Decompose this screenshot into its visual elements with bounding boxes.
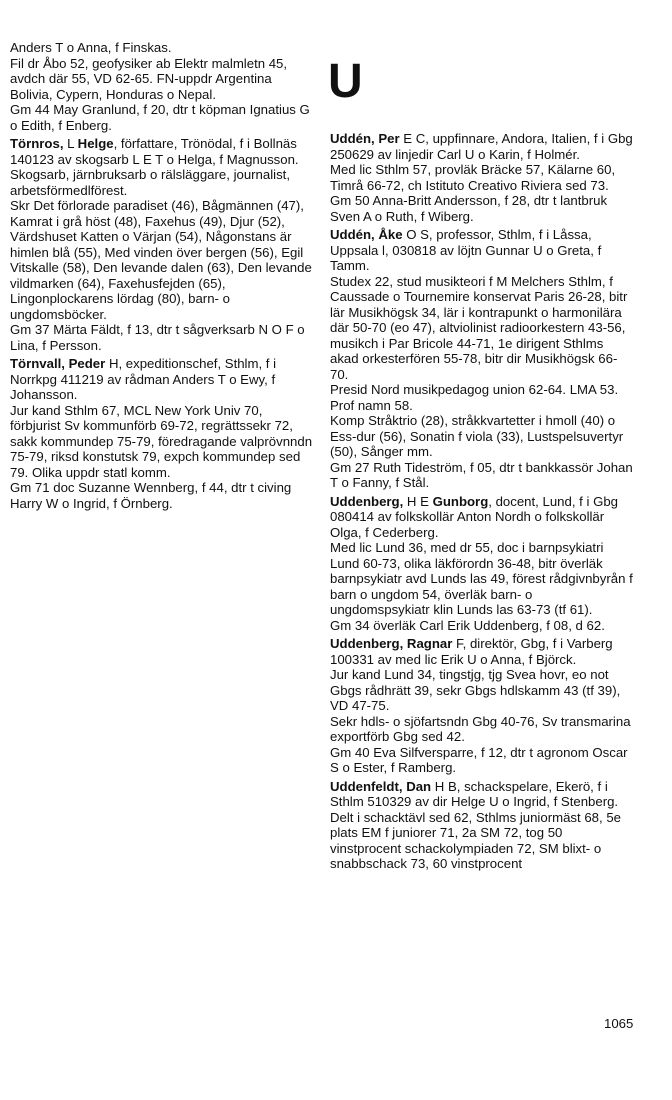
entry-summary: O S, professor, Sthlm, f i Låssa, Uppsala l, 030818 av löjtn Gunnar U o Greta, f Tamm. — [330, 227, 602, 273]
entry-summary: F, direktör, Gbg, f i Varberg 100331 av med lic Erik U o Anna, f Björck. — [330, 636, 613, 667]
biography-entry — [330, 636, 635, 776]
entry-heading — [10, 136, 315, 167]
entry-initials: L — [63, 136, 78, 151]
entry-paragraph: Med lic Lund 36, med dr 55, doc i barnpsykiatri Lund 60-73, olika läkförordn 36-48, bitr överläk barnpsykiatr avd Lunds las 49, förest rådgivnbyrån f barn o ungdom 54, överläk barn- o ungdomspsykiatr klin Lunds las 63-73 (tf 61). — [330, 540, 633, 617]
entry-surname: Uddenfeldt, Dan — [330, 778, 432, 794]
entry-paragraph: Med lic Sthlm 57, provläk Bräcke 57, Kälarne 60, Timrå 66-72, ch Istituto Creativo Riviera sed 73. — [330, 162, 616, 193]
entry-paragraph: Skogsarb, järnbruksarb o rälsläggare, journalist, arbetsförmedlförest. — [10, 167, 291, 198]
entry-paragraph: Skr Det förlorade paradiset (46), Bågmännen (47), Kamrat i grå höst (48), Faxehus (49), Djur (52), Värdshuset Katten o Värjan (54), Någonstans är himlen blå (55), Med vinden över bergen (56), Egil Vitskalle (58), Den levande dalen (63), Den levande vildmarken (64), Faxehusfejden (65), Lingonplockarens lördag (80), barn- o ungdomsböcker. — [10, 198, 312, 322]
entry-summary: , författare, Trönödal, f i Bollnäs 140123 av skogsarb L E T o Helga, f Magnusson. — [10, 136, 299, 167]
biography-entry — [330, 779, 635, 872]
entry-heading — [330, 779, 635, 810]
entry-paragraph: Gm 27 Ruth Tideström, f 05, dtr t bankkassör Johan T o Fanny, f Stål. — [330, 459, 633, 490]
biography-entry — [10, 40, 315, 133]
biography-entry — [10, 356, 315, 511]
biography-entry — [10, 136, 315, 353]
entry-surname: Uddén, Åke — [330, 227, 403, 242]
entry-given-name: Helge — [77, 136, 114, 151]
entry-paragraph: Fil dr Åbo 52, geofysiker ab Elektr malmletn 45, avdch där 55, VD 62-65. FN-uppdr Argentina Bolivia, Cypern, Honduras o Nepal. — [10, 55, 288, 102]
biography-entry — [330, 227, 635, 491]
entry-paragraph: Presid Nord musikpedagog union 62-64. LMA 53. Prof namn 58. — [330, 382, 619, 413]
biography-entry — [330, 494, 635, 634]
entry-heading — [330, 131, 635, 162]
entry-paragraph: Studex 22, stud musikteori f M Melchers Sthlm, f Caussade o Tournemire konservat Paris 26-28, bitr lär Musikhögsk 34, lär i kontrapunkt o harmonilära där 50-70 (eo 47), altviolinist radioorkestern 43-56, musikch i Par Bricole 44-71, 1e dirigent Sthlms akad orkesterfören 55-78, bitr dir Musikhögsk 66-70. — [330, 273, 628, 382]
entry-summary: H B, schackspelare, Ekerö, f i Sthlm 510329 av dir Helge U o Ingrid, f Stenberg. — [330, 778, 619, 809]
entry-heading — [330, 494, 635, 541]
entry-surname: Törnros, — [10, 136, 64, 151]
entry-paragraph: Delt i schacktävl sed 62, Sthlms juniormäst 68, 5e plats EM f juniorer 71, 2a SM 72, tog 50 vinstprocent schackolympiaden 72, SM blixt- o snabbschack 73, 60 vinstprocent — [330, 809, 621, 871]
entry-paragraph: Jur kand Lund 34, tingstjg, tjg Svea hovr, eo not Gbgs rådhrätt 39, sekr Gbgs hdlskamm 43 (tf 39), VD 47-75. — [330, 667, 621, 713]
biography-entry — [330, 131, 635, 224]
entry-paragraph: Gm 50 Anna-Britt Andersson, f 28, dtr t lantbruk Sven A o Ruth, f Wiberg. — [330, 193, 608, 224]
left-column — [10, 40, 315, 514]
entry-surname: Törnvall, Peder — [10, 356, 106, 371]
entry-heading — [330, 227, 635, 274]
entry-paragraph: Sekr hdls- o sjöfartsndn Gbg 40-76, Sv transmarina exportförb Gbg sed 42. — [330, 713, 631, 744]
entry-summary: E C, uppfinnare, Andora, Italien, f i Gbg 250629 av linjedir Carl U o Karin, f Holmér. — [330, 131, 633, 162]
section-letter: U — [328, 55, 363, 108]
entry-paragraph: Gm 37 Märta Fäldt, f 13, dtr t sågverksarb N O F o Lina, f Persson. — [10, 322, 305, 353]
right-column — [330, 131, 635, 875]
entry-heading — [330, 636, 635, 667]
entry-summary: H, expeditionschef, Sthlm, f i Norrkpg 411219 av rådman Anders T o Ewy, f Johansson. — [10, 356, 277, 402]
entry-surname: Uddenberg, Ragnar — [330, 636, 453, 651]
entry-heading — [10, 356, 315, 403]
entry-paragraph: Gm 40 Eva Silfversparre, f 12, dtr t agronom Oscar S o Ester, f Ramberg. — [330, 744, 628, 775]
entry-surname: Uddén, Per — [330, 131, 400, 146]
entry-paragraph: Gm 71 doc Suzanne Wennberg, f 44, dtr t civing Harry W o Ingrid, f Örnberg. — [10, 480, 292, 511]
entry-paragraph: Anders T o Anna, f Finskas. — [10, 40, 172, 55]
entry-summary: , docent, Lund, f i Gbg 080414 av folkskollär Anton Nordh o folkskollär Olga, f Cederberg. — [330, 493, 619, 540]
entry-paragraph: Gm 44 May Granlund, f 20, dtr t köpman Ignatius G o Edith, f Enberg. — [10, 102, 310, 133]
entry-given-name: Gunborg — [432, 493, 489, 509]
page-number: 1065 — [604, 1016, 634, 1031]
entry-surname: Uddenberg, — [330, 493, 404, 509]
entry-paragraph: Komp Stråktrio (28), stråkkvartetter i hmoll (40) o Ess-dur (56), Sonatin f viola (33), Lustspelsuvertyr (50), Sånger mm. — [330, 413, 624, 459]
entry-initials: H E — [403, 493, 433, 509]
entry-paragraph: Jur kand Sthlm 67, MCL New York Univ 70, förbjurist Sv kommunförb 69-72, regrättssekr 72, sakk kommundep 75-79, föredragande valprövnndn 75-79, riksd konstutsk 79, expch kommundep sed 79. Olika uppdr statl komm. — [10, 402, 313, 480]
entry-paragraph: Gm 34 överläk Carl Erik Uddenberg, f 08, d 62. — [330, 617, 605, 633]
